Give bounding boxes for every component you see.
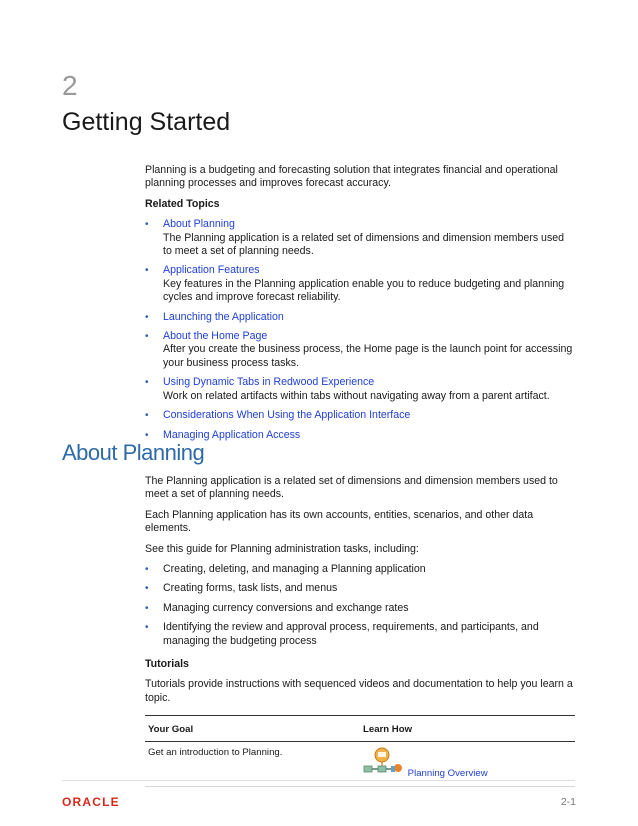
about-paragraph-3: See this guide for Planning administration tasks, including: xyxy=(145,542,419,555)
list-item xyxy=(145,218,575,258)
topic-link-home-page[interactable]: About the Home Page xyxy=(163,330,268,343)
planning-overview-link[interactable]: Planning Overview xyxy=(407,767,488,779)
topic-link-considerations[interactable]: Considerations When Using the Application Interface xyxy=(163,409,411,422)
tutorials-paragraph: Tutorials provide instructions with sequenced videos and documentation to help you learn a topic. xyxy=(145,678,573,704)
about-section xyxy=(145,475,575,787)
topic-description: Key features in the Planning application enable you to reduce budgeting and planning cycles and improve forecast reliability. xyxy=(163,277,565,304)
list-item xyxy=(145,409,575,422)
related-topics-list xyxy=(145,218,575,442)
topic-link-managing-access[interactable]: Managing Application Access xyxy=(163,428,301,441)
list-item xyxy=(145,429,575,442)
tutorials-table xyxy=(145,715,575,787)
page-number: 2-1 xyxy=(560,796,576,808)
bullet-icon: • xyxy=(145,583,149,595)
task-text: Identifying the review and approval process, requirements, and participants, and managing the budgeting process xyxy=(163,621,539,647)
bullet-icon: • xyxy=(145,311,149,323)
bullet-icon: • xyxy=(145,265,149,277)
topic-link-application-features[interactable]: Application Features xyxy=(163,264,260,277)
list-item xyxy=(145,376,575,403)
bullet-icon: • xyxy=(145,331,149,343)
bullet-icon: • xyxy=(145,219,149,231)
about-paragraph-1: The Planning application is a related set of dimensions and dimension members used to meet a set of planning needs. xyxy=(145,475,558,501)
list-item xyxy=(145,311,575,324)
intro-paragraph: Planning is a budgeting and forecasting solution that integrates financial and operational planning processes and improves forecast accuracy. xyxy=(145,164,558,190)
topic-link-dynamic-tabs[interactable]: Using Dynamic Tabs in Redwood Experience xyxy=(163,376,375,389)
topic-description: After you create the business process, the Home page is the launch point for accessing your business process tasks. xyxy=(163,343,573,369)
bullet-icon: • xyxy=(145,410,149,422)
about-paragraph-2: Each Planning application has its own accounts, entities, scenarios, and other data elements. xyxy=(145,508,534,535)
topic-link-about-planning[interactable]: About Planning xyxy=(163,218,235,231)
topic-description: The Planning application is a related set of dimensions and dimension members used to meet a set of planning needs. xyxy=(163,231,565,258)
bullet-icon: • xyxy=(145,564,149,576)
table-header-row xyxy=(145,716,575,741)
admin-tasks-list xyxy=(145,563,575,648)
bullet-icon: • xyxy=(145,377,149,389)
oracle-logo: ORACLE xyxy=(62,795,120,809)
task-text: Creating, deleting, and managing a Planning application xyxy=(163,563,426,576)
list-item xyxy=(145,582,575,595)
goal-cell: Get an introduction to Planning. xyxy=(145,741,360,786)
intro-section xyxy=(145,164,575,448)
list-item xyxy=(145,563,575,576)
task-text: Managing currency conversions and exchange rates xyxy=(163,601,409,614)
list-item xyxy=(145,264,575,304)
bullet-icon: • xyxy=(145,429,149,441)
list-item xyxy=(145,330,575,370)
section-title-about-planning: About Planning xyxy=(62,440,205,465)
chapter-number: 2 xyxy=(62,70,78,101)
bullet-icon: • xyxy=(145,622,149,634)
column-header-goal: Your Goal xyxy=(145,716,360,741)
tutorials-heading: Tutorials xyxy=(145,658,189,671)
tutorial-icon xyxy=(363,746,405,780)
bullet-icon: • xyxy=(145,602,149,614)
topic-link-launching-application[interactable]: Launching the Application xyxy=(163,310,284,323)
chapter-title: Getting Started xyxy=(62,108,231,136)
list-item xyxy=(145,621,575,648)
related-topics-heading: Related Topics xyxy=(145,197,220,210)
topic-description: Work on related artifacts within tabs without navigating away from a parent artifact. xyxy=(163,389,550,402)
column-header-learn: Learn How xyxy=(360,716,575,741)
list-item xyxy=(145,602,575,615)
footer-divider xyxy=(62,780,575,781)
task-text: Creating forms, task lists, and menus xyxy=(163,582,338,595)
